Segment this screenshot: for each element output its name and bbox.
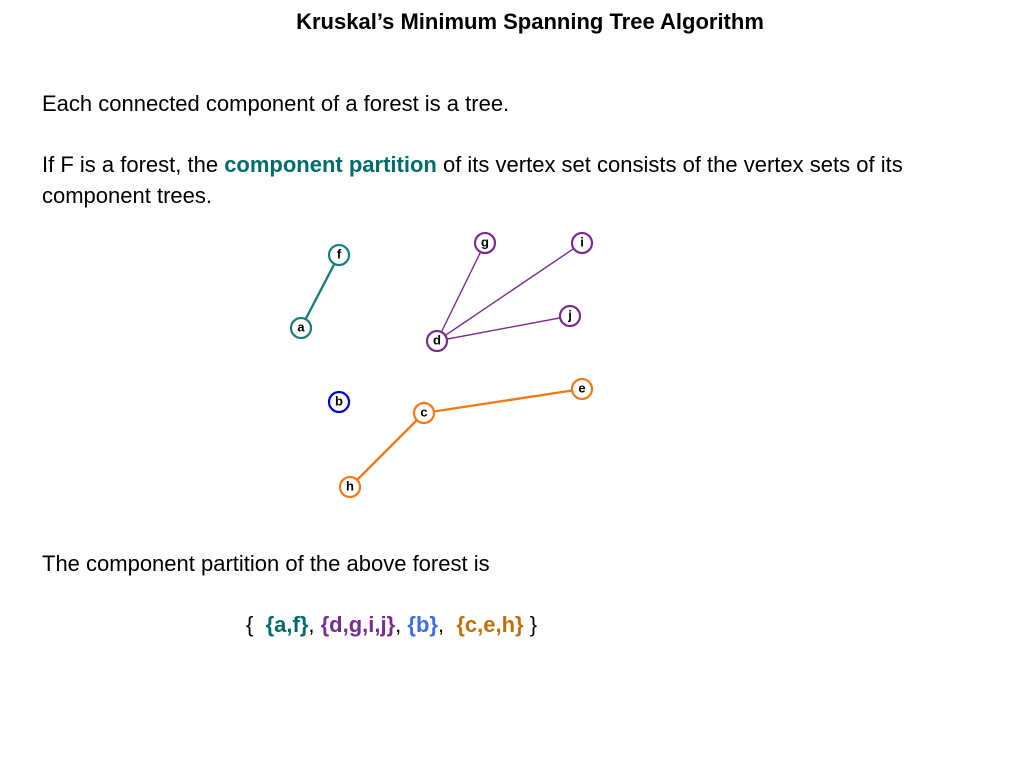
paragraph-partition-intro: The component partition of the above forest is: [42, 551, 490, 576]
node-b: [329, 392, 349, 412]
edge-d-g: [437, 243, 485, 341]
node-label-b: b: [335, 393, 343, 409]
slide-title: Kruskal’s Minimum Spanning Tree Algorithm: [296, 9, 764, 34]
partition-separator: ,: [395, 612, 408, 637]
partition-open-brace: {: [246, 612, 266, 637]
edge-d-j: [437, 316, 570, 341]
partition-set-ceh: {c,e,h}: [456, 612, 524, 637]
paragraph-text-after: of its vertex set consists of the vertex sets of its component trees.: [42, 152, 903, 208]
partition-set-af: {a,f}: [265, 612, 309, 637]
edges-layer: [301, 243, 582, 487]
node-label-a: a: [297, 319, 305, 335]
partition-set-dgij: {d,g,i,j}: [320, 612, 396, 637]
partition-set-b: {b}: [407, 612, 438, 637]
node-i: [572, 233, 592, 253]
partition-separator: ,: [437, 612, 457, 637]
edge-c-h: [350, 413, 424, 487]
node-label-h: h: [346, 478, 354, 494]
node-j: [560, 306, 580, 326]
node-e: [572, 379, 592, 399]
partition-separator: ,: [308, 612, 321, 637]
paragraph-forest-definition: Each connected component of a forest is a tree.: [42, 91, 510, 116]
node-a: [291, 318, 311, 338]
partition-expression: [246, 611, 537, 639]
component-partition-term: component partition: [224, 152, 437, 177]
node-label-g: g: [481, 234, 489, 250]
node-label-d: d: [433, 332, 441, 348]
node-label-f: f: [336, 246, 342, 262]
node-label-j: j: [568, 307, 572, 323]
nodes-layer: [291, 233, 592, 497]
node-h: [340, 477, 360, 497]
node-d: [427, 331, 447, 351]
edge-a-f: [301, 255, 339, 328]
edge-c-e: [424, 389, 582, 413]
node-label-i: i: [580, 234, 584, 250]
node-c: [414, 403, 434, 423]
edge-d-i: [437, 243, 582, 341]
partition-close-brace: }: [523, 612, 538, 637]
node-g: [475, 233, 495, 253]
node-f: [329, 245, 349, 265]
node-label-c: c: [420, 404, 428, 420]
paragraph-text-before: If F is a forest, the: [42, 152, 225, 177]
node-label-e: e: [578, 380, 586, 396]
